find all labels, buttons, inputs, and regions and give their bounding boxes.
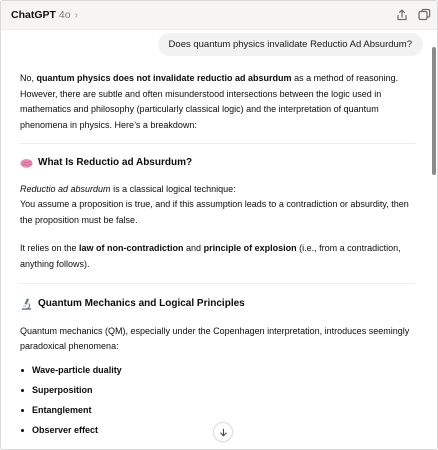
list-item xyxy=(20,381,415,401)
definition-rest: is a classical logical technique: xyxy=(110,183,236,194)
list-item xyxy=(20,401,415,421)
chevron-right-icon: › xyxy=(74,9,78,21)
laws-paragraph xyxy=(20,241,415,272)
user-message-bubble: Does quantum physics invalidate Reductio Ad Absurdum? xyxy=(158,33,423,56)
list-item-text: Entanglement xyxy=(32,404,92,415)
share-icon[interactable] xyxy=(395,8,409,22)
new-window-icon[interactable] xyxy=(417,8,431,22)
section-heading-text: Quantum Mechanics and Logical Principles xyxy=(38,298,245,309)
laws-text-a: It relies on the xyxy=(20,243,80,253)
bullet-dot xyxy=(21,409,24,412)
section-divider xyxy=(20,143,415,144)
intro-paragraph xyxy=(20,71,415,133)
definition-paragraph xyxy=(20,182,415,229)
scroll-to-bottom-button[interactable] xyxy=(213,422,233,442)
conversation[interactable] xyxy=(1,30,437,449)
intro-bold: quantum physics does not invalidate reductio ad absurdum xyxy=(36,73,292,83)
bullet-dot xyxy=(21,429,24,432)
model-name: ChatGPT xyxy=(11,9,56,21)
principle-explosion: principle of explosion xyxy=(203,243,297,253)
assistant-message xyxy=(20,71,415,441)
arrow-down-icon xyxy=(219,428,228,437)
law-non-contradiction: law of non-contradiction xyxy=(79,243,184,253)
list-item-text: Observer effect xyxy=(32,424,99,435)
top-bar xyxy=(1,1,437,30)
bullet-dot xyxy=(21,369,24,372)
laws-text-c: (i.e., from a contradiction, anything follows). xyxy=(20,243,401,269)
section-heading-text: What Is Reductio ad Absurdum? xyxy=(38,157,193,168)
brain-emoji xyxy=(20,157,33,169)
qm-paragraph: Quantum mechanics (QM), especially under the Copenhagen interpretation, introduces seemingly paradoxical phenomena: xyxy=(20,325,410,351)
section-divider xyxy=(20,283,415,284)
bullet-dot xyxy=(21,389,24,392)
term-italic: Reductio ad absurdum xyxy=(20,183,111,194)
section-heading-quantum xyxy=(20,296,415,312)
list-item-text: Superposition xyxy=(32,384,93,395)
definition-line2: You assume a proposition is true, and if this assumption leads to a contradiction or absurdity, then the proposition must be false. xyxy=(20,199,409,225)
scrollbar-thumb[interactable] xyxy=(432,47,436,175)
section-heading-reductio xyxy=(20,155,415,171)
model-version: 4o xyxy=(58,9,71,21)
model-selector[interactable] xyxy=(11,7,78,23)
laws-text-b: and xyxy=(183,243,204,253)
list-item xyxy=(20,361,415,381)
intro-rest: as a method of reasoning. However, there are subtle and often misunderstood intersections between the logic used in mathematics and philosophy (particularly classical logic) and the interpretation of quantum phenomena in physics. Here’s a breakdown: xyxy=(20,73,399,130)
intro-prefix: No, xyxy=(20,73,37,83)
list-item-text: Wave-particle duality xyxy=(32,364,122,375)
microscope-emoji xyxy=(20,298,33,310)
